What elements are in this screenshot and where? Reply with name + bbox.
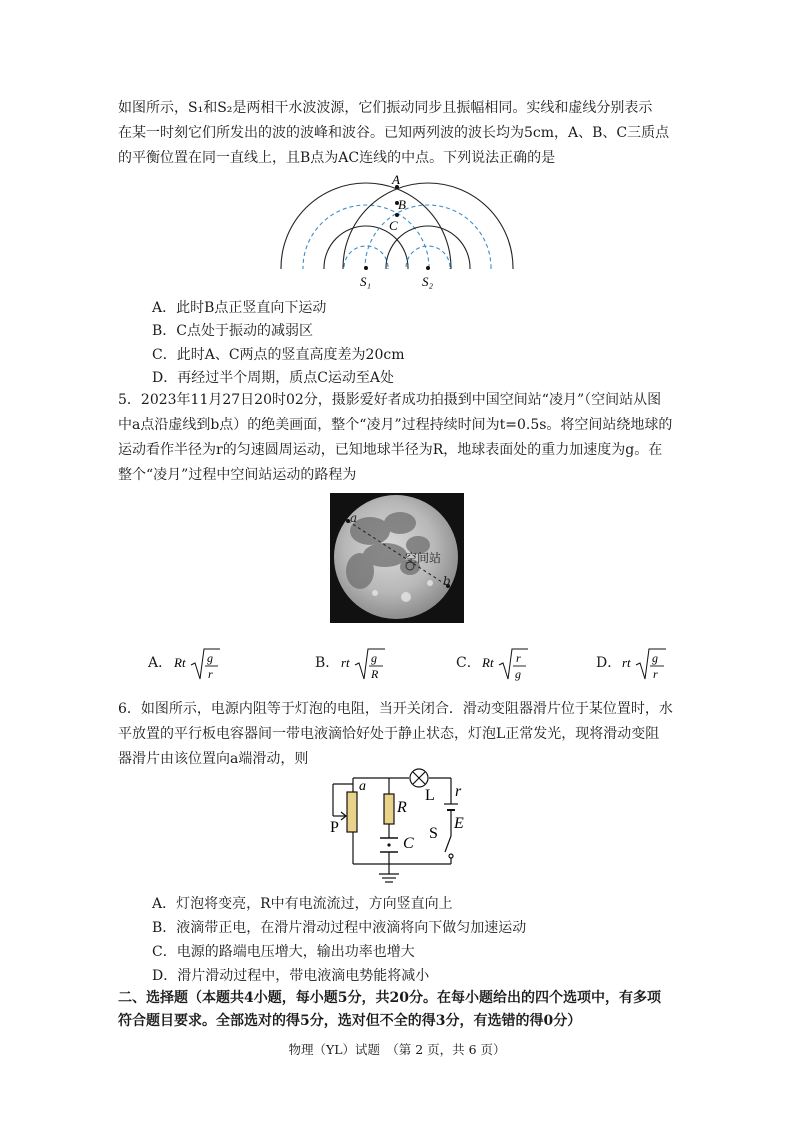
q5-option-a-num: g — [207, 651, 213, 665]
circuit-label-e: E — [454, 815, 464, 832]
q5-option-a-coef: Rt — [174, 655, 186, 670]
moon-label-a: a — [350, 511, 358, 525]
q4-line-2: 在某一时刻它们所发出的波的波峰和波谷。已知两列波的波长均为5cm，A、B、C三质点 — [118, 125, 670, 141]
circuit-label-r-small: r — [455, 783, 462, 800]
q4-option-b[interactable]: B．C点处于振动的减弱区 — [152, 323, 313, 339]
source-s2-dot — [426, 266, 430, 270]
q4-option-a[interactable]: A．此时B点正竖直向下运动 — [152, 300, 327, 316]
q5-option-c-num: r — [516, 651, 521, 665]
page-footer: 物理（YL）试题 （第 2 页，共 6 页） — [288, 1042, 506, 1057]
wave-interference-figure — [276, 172, 516, 292]
circuit-label-a: a — [359, 779, 366, 794]
q5-line-2: 中a点沿虚线到b点）的绝美画面，整个“凌月”过程持续时间为t=0.5s。将空间站绕地球的 — [118, 417, 673, 433]
label-s1: S₁ — [360, 274, 372, 289]
section2-heading-line-2: 符合题目要求。全部选对的得5分，选对但不全的得3分，有选错的得0分） — [118, 1013, 582, 1029]
q4-option-c[interactable]: C．此时A、C两点的竖直高度差为20cm — [152, 347, 405, 363]
q6-option-d[interactable]: D．滑片滑动过程中，带电液滴电势能将减小 — [152, 968, 430, 984]
q5-option-c-label: C． — [456, 655, 481, 671]
q5-option-b-coef: rt — [341, 655, 350, 670]
q6-option-b[interactable]: B．液滴带正电，在滑片滑动过程中液滴将向下做匀加速运动 — [152, 920, 527, 936]
q6-option-c[interactable]: C．电源的路端电压增大，输出功率也增大 — [152, 944, 415, 960]
q5-option-d-den: r — [653, 667, 658, 681]
circuit-label-p: P — [330, 819, 339, 836]
q5-option-d-coef: rt — [622, 655, 631, 670]
q5-option-b-label: B． — [315, 655, 340, 671]
q5-option-c-den: g — [515, 667, 521, 681]
label-s2: S₂ — [422, 274, 434, 289]
moon-label-b: b — [443, 574, 451, 588]
q5-line-4: 整个“凌月”过程中空间站运动的路程为 — [118, 467, 357, 483]
moon-photo — [330, 493, 464, 623]
q5-option-d-num: g — [652, 651, 658, 665]
circuit-label-r-big: R — [397, 799, 407, 816]
q6-line-3: 器滑片由该位置向a端滑动，则 — [118, 751, 309, 767]
label-c: C — [389, 218, 398, 233]
q4-option-d[interactable]: D．再经过半个周期，质点C运动至A处 — [152, 370, 395, 386]
q5-option-d-label: D． — [596, 655, 622, 671]
q4-line-3: 的平衡位置在同一直线上，且B点为AC连线的中点。下列说法正确的是 — [118, 150, 556, 166]
q4-line-1: 如图所示，S₁和S₂是两相干水波波源，它们振动同步且振幅相同。实线和虚线分别表示 — [118, 100, 653, 116]
label-b: B — [398, 197, 406, 212]
q5-option-c-coef: Rt — [482, 655, 494, 670]
q5-option-b-num: g — [371, 651, 377, 665]
q5-option-a-den: r — [208, 667, 213, 681]
q5-line-3: 运动看作半径为r的匀速圆周运动，已知地球半径为R，地球表面处的重力加速度为g。在 — [118, 442, 663, 458]
circuit-label-c: C — [403, 835, 414, 852]
source-s1-dot — [364, 266, 368, 270]
point-c-dot — [395, 213, 399, 217]
circuit-diagram — [325, 766, 475, 892]
q6-option-a[interactable]: A．灯泡将变亮，R中有电流流过，方向竖直向上 — [152, 896, 453, 912]
q5-option-a-label: A． — [148, 655, 173, 671]
circuit-label-l: L — [425, 787, 435, 804]
q6-line-1: 6．如图所示，电源内阻等于灯泡的电阻，当开关闭合．滑动变阻器滑片位于某位置时，水 — [118, 701, 673, 717]
moon-label-station: 空间站 — [405, 551, 442, 565]
circuit-label-s: S — [429, 825, 438, 842]
q5-line-1: 5．2023年11月27日20时02分，摄影爱好者成功拍摄到中国空间站“凌月”（空间站从图 — [118, 392, 662, 408]
section2-heading-line-1: 二、选择题（本题共4小题，每小题5分，共20分。在每小题给出的四个选项中，有多项 — [118, 990, 661, 1006]
label-a: A — [392, 172, 400, 187]
q5-option-b-den: R — [371, 667, 379, 681]
q6-line-2: 平放置的平行板电容器间一带电液滴恰好处于静止状态，灯泡L正常发光，现将滑动变阻 — [118, 726, 660, 742]
